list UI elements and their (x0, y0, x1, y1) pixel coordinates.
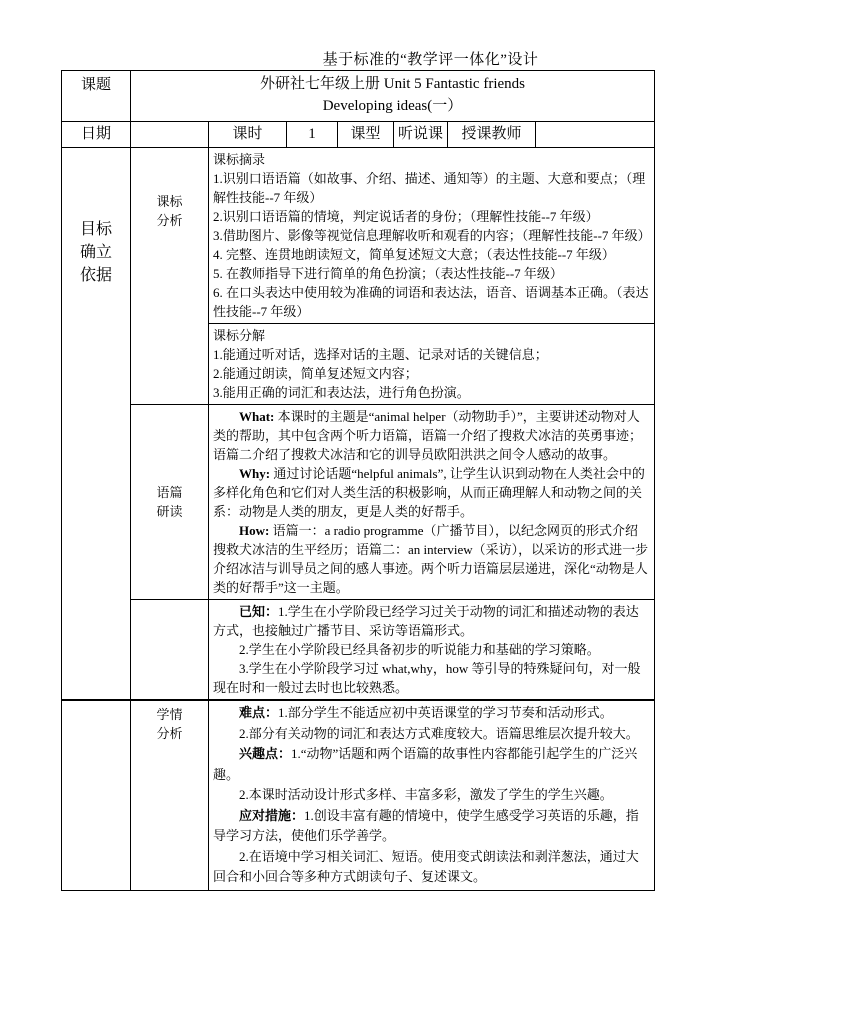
learner-empty-cell (62, 700, 131, 890)
what-paragraph (213, 407, 650, 464)
how-lead: How: (239, 523, 270, 538)
excerpt-item-3: 3.借助图片、影像等视觉信息理解收听和观看的内容；（理解性技能--7 年级） (213, 228, 651, 243)
interest-lead: 兴趣点： (239, 746, 292, 761)
goals-label-cell (62, 148, 131, 701)
date-row (62, 122, 655, 148)
known-item-2: 2.学生在小学阶段已经具备初步的听说能力和基础的学习策略。 (239, 642, 600, 657)
what-text: 本课时的主题是“animal helper（动物助手）”，主要讲述动物对人类的帮助，其中包含两个听力语篇，语篇一介绍了搜救犬冰洁的英勇事迹；语篇二介绍了搜救犬冰洁和它的训导员欧阳洪洪之间令人感动的故事。 (213, 409, 643, 462)
standards-excerpt-row (62, 148, 655, 324)
measures-lead: 应对措施： (239, 807, 305, 823)
text-study-row (62, 405, 655, 600)
period-value: 1 (287, 122, 338, 148)
known (209, 600, 655, 701)
known-item-3: 3.学生在小学阶段学习过 what,why，how 等引导的特殊疑问句，对一般现在时和一般过去时也比较熟悉。 (213, 661, 641, 695)
topic-line-2: Developing ideas(一） (322, 98, 463, 114)
why-paragraph (213, 464, 650, 521)
known-lead: 已知： (239, 604, 279, 619)
excerpt-item-1: 1.识别口语语篇（如故事、介绍、描述、通知等）的主题、大意和要点；（理解性技能--7 年级） (213, 171, 646, 205)
excerpt-item-5: 5. 在教师指导下进行简单的角色扮演；（表达性技能--7 年级） (213, 266, 563, 281)
date-value (131, 122, 209, 148)
document-title: 基于标准的“教学评一体化”设计 (322, 52, 539, 68)
breakdown-heading: 课标分解 (213, 328, 266, 343)
excerpt-item-6: 6. 在口头表达中使用较为准确的词语和表达法，语音、语调基本正确。（表达性技能--7 年级） (213, 285, 649, 319)
standards-breakdown (209, 324, 655, 405)
difficulty-lead: 难点： (239, 705, 279, 720)
measures-2: 2.在语境中学习相关词汇、短语。使用变式朗读法和剥洋葱法，通过大回合和小回合等多种方式朗读句子、复述课文。 (213, 848, 639, 884)
known-row (62, 600, 655, 701)
lesson-design-table (61, 70, 655, 891)
goals-label: 目标确立依据 (79, 221, 112, 284)
standards-excerpt (209, 148, 655, 324)
type-value: 听说课 (394, 122, 448, 148)
period-label: 课时 (209, 122, 287, 148)
why-lead: Why: (239, 466, 271, 481)
difficulty-1-text: 1.部分学生不能适应初中英语课堂的学习节奏和活动形式。 (278, 705, 613, 720)
interest-1-text: 1.“动物”话题和两个语篇的故事性内容都能引起学生的广泛兴趣。 (213, 746, 638, 782)
known-item-1 (213, 602, 650, 640)
text-study (209, 405, 655, 600)
known-label-cell (131, 600, 209, 701)
excerpt-item-2: 2.识别口语语篇的情境，判定说话者的身份；（理解性技能--7 年级） (213, 209, 599, 224)
learner (209, 700, 655, 890)
teacher-label: 授课教师 (448, 122, 536, 148)
teacher-value (536, 122, 655, 148)
difficulty-1 (213, 703, 650, 724)
why-text: 通过讨论话题“helpful animals”, 让学生认识到动物在人类社会中的多样化角色和它们对人类生活的积极影响，从而正确理解人和动物之间的关系：动物是人类的朋友，更是人类的好帮手。 (213, 466, 645, 519)
excerpt-heading: 课标摘录 (213, 152, 266, 167)
what-lead: What: (239, 409, 275, 424)
topic-label: 课题 (62, 71, 131, 122)
topic-value (131, 71, 655, 122)
type-label: 课型 (338, 122, 394, 148)
breakdown-item-3: 3.能用正确的词汇和表达法，进行角色扮演。 (213, 385, 470, 400)
known-item-1-text: 1.学生在小学阶段已经学习过关于动物的词汇和描述动物的表达方式，也接触过广播节目、采访等语篇形式。 (213, 604, 639, 638)
learner-label: 学情分析 (156, 707, 183, 741)
interest-1 (213, 744, 650, 785)
topic-line-1: 外研社七年级上册 Unit 5 Fantastic friends (260, 76, 525, 92)
interest-2: 2.本课时活动设计形式多样、丰富多彩，激发了学生的学生兴趣。 (239, 787, 613, 802)
standards-label: 课标分析 (156, 194, 183, 228)
standards-label-cell (131, 148, 209, 405)
learner-label-cell (131, 700, 209, 890)
difficulty-2: 2.部分有关动物的词汇和表达方式难度较大。语篇思维层次提升较大。 (239, 725, 639, 741)
breakdown-item-1: 1.能通过听对话，选择对话的主题、记录对话的关键信息； (213, 347, 548, 362)
breakdown-item-2: 2.能通过朗读，简单复述短文内容； (213, 366, 418, 381)
measures-1-text: 1.创设丰富有趣的情境中，使学生感受学习英语的乐趣，指导学习方法，使他们乐学善学。 (213, 807, 639, 843)
topic-row (62, 71, 655, 122)
learner-row (62, 700, 655, 890)
how-text: 语篇一：a radio programme（广播节目），以纪念网页的形式介绍搜救犬冰洁的生平经历；语篇二：an interview（采访），以采访的形式进一步介绍冰洁与训导员之间的感人事迹。两个听力语篇层层递进，深化“动物是人类的好帮手”这一主题。 (213, 523, 649, 595)
excerpt-item-4: 4. 完整、连贯地朗读短文，简单复述短文大意；（表达性技能--7 年级） (213, 247, 615, 262)
date-label: 日期 (62, 122, 131, 148)
measures-1 (213, 806, 650, 847)
how-paragraph (213, 521, 650, 597)
text-study-label-cell (131, 405, 209, 600)
text-study-label: 语篇研读 (156, 485, 183, 519)
